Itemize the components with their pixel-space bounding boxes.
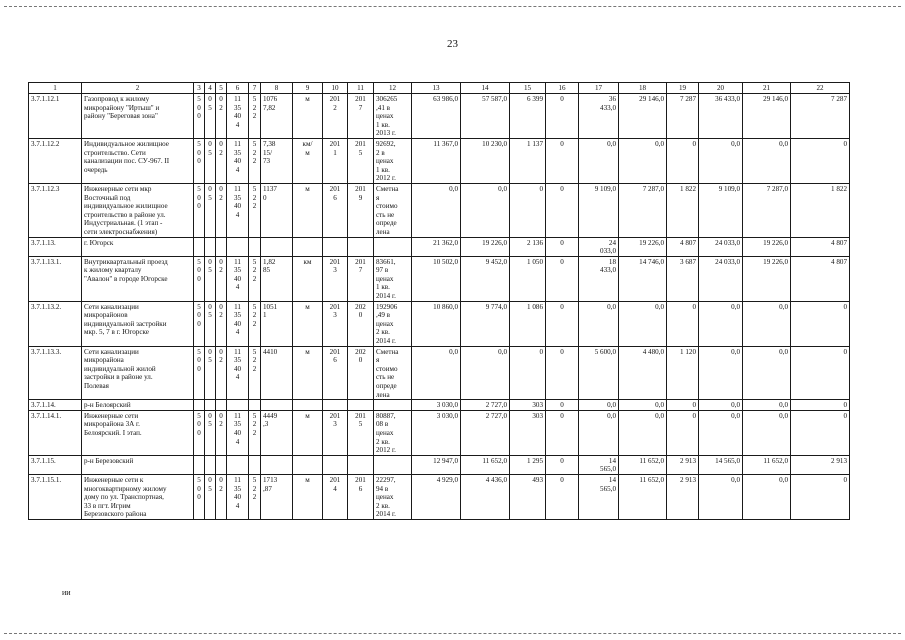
table-cell: 0,0 [619,400,667,411]
table-cell [249,455,261,474]
table-cell: 14 746,0 [619,256,667,301]
table-cell: 2 913 [667,474,699,519]
table-cell: 3 030,0 [412,410,461,455]
table-cell: 4449 ,3 [261,410,293,455]
table-cell: 7,38 15/ 73 [261,138,293,183]
page-number: 23 [447,38,458,50]
table-cell [216,237,227,256]
table-cell: 2 727,0 [461,400,510,411]
table-cell: 19 226,0 [461,237,510,256]
row-name-cell: г. Югорск [82,237,194,256]
table-cell: 29 146,0 [619,94,667,139]
table-row [29,94,850,139]
row-name-cell: Сети канализации микрорайона индивидуальной жилой застройки в районе ул. Полевая [82,346,194,400]
row-code-cell: 3.7.1.13.3. [29,346,82,400]
table-cell: 0 [791,346,850,400]
table-cell: 0 2 [216,474,227,519]
table-cell: 0 [791,400,850,411]
table-cell [293,237,323,256]
footer-mark: ии [62,588,71,597]
table-cell: м [293,183,323,237]
table-cell: 0 [546,455,579,474]
table-cell: 5 2 2 [249,410,261,455]
table-cell: 3 687 [667,256,699,301]
table-cell: 0 [510,346,546,400]
table-cell: 5 2 2 [249,301,261,346]
row-code-cell: 3.7.1.12.1 [29,94,82,139]
table-cell: 0,0 [412,183,461,237]
table-row [29,410,850,455]
table-cell: 0,0 [699,138,743,183]
table-cell: 5 2 2 [249,183,261,237]
table-cell: 19 226,0 [743,256,791,301]
table-cell: 0,0 [699,410,743,455]
table-cell: 10 502,0 [412,256,461,301]
table-cell [194,400,205,411]
table-cell: 4 807 [667,237,699,256]
table-cell: 7 287 [791,94,850,139]
table-cell: 1 137 [510,138,546,183]
table-cell: 0 2 [216,410,227,455]
table-cell [205,455,216,474]
table-cell: 4 929,0 [412,474,461,519]
table-cell: Сметна я стоимо сть не опреде лена [374,183,412,237]
table-cell: 11 652,0 [743,455,791,474]
row-code-cell: 3.7.1.12.2 [29,138,82,183]
table-cell: 0,0 [699,400,743,411]
table-cell: км [293,256,323,301]
table-cell: 1,82 85 [261,256,293,301]
table-cell: 24 033,0 [579,237,619,256]
table-cell: 0 5 [205,410,216,455]
table-cell: 0,0 [699,301,743,346]
table-cell: 0,0 [743,410,791,455]
table-cell: 10 230,0 [461,138,510,183]
table-cell: Сметна я стоимо сть не опреде лена [374,346,412,400]
table-cell: 1 822 [667,183,699,237]
table-row [29,256,850,301]
column-header: 3 [194,83,205,94]
table-cell: 5 0 0 [194,410,205,455]
table-cell: 11 35 40 4 [227,183,249,237]
table-row [29,400,850,411]
table-cell: 0 2 [216,301,227,346]
table-cell: 14 565,0 [579,455,619,474]
table-cell [227,455,249,474]
table-cell: 24 033,0 [699,256,743,301]
table-cell: 0,0 [461,183,510,237]
column-header: 8 [261,83,293,94]
table-cell: 0,0 [699,474,743,519]
table-cell: 201 7 [348,256,374,301]
table-cell: м [293,474,323,519]
table-cell: 92692, 2 в ценах 1 кв. 2012 г. [374,138,412,183]
table-cell: 0 [667,138,699,183]
table-cell: 192906 ,49 в ценах 2 кв. 2014 г. [374,301,412,346]
table-cell: 0 [546,256,579,301]
table-cell: 493 [510,474,546,519]
table-cell: 0,0 [743,474,791,519]
table-cell: 201 5 [348,138,374,183]
table-cell: 201 6 [323,346,348,400]
table-cell: 36 433,0 [579,94,619,139]
table-cell: 9 109,0 [579,183,619,237]
column-header: 18 [619,83,667,94]
column-header: 22 [791,83,850,94]
table-cell: 11 35 40 4 [227,301,249,346]
table-cell: 5 0 0 [194,138,205,183]
table-cell: 11 367,0 [412,138,461,183]
table-cell: 57 587,0 [461,94,510,139]
table-cell: 9 774,0 [461,301,510,346]
bottom-divider [4,633,901,634]
table-cell: 11 35 40 4 [227,138,249,183]
column-header: 21 [743,83,791,94]
column-header: 13 [412,83,461,94]
row-code-cell: 3.7.1.14. [29,400,82,411]
table-cell: 5 0 0 [194,94,205,139]
table-cell [216,400,227,411]
row-name-cell: Инженерные сети к многоквартирному жилому дому по ул. Транспортная, 33 в пгт. Игрим Березовского района [82,474,194,519]
column-header: 20 [699,83,743,94]
table-cell: 5 0 0 [194,346,205,400]
table-cell: 201 4 [323,474,348,519]
table-cell: 0 [546,138,579,183]
table-cell: 0 [791,301,850,346]
table-cell: 0 [546,474,579,519]
table-cell: 83661, 97 в ценах 1 кв. 2014 г. [374,256,412,301]
row-name-cell: Инженерные сети микрорайона 3А г. Белоярский. I этап. [82,410,194,455]
table-cell: м [293,94,323,139]
table-cell: 12 947,0 [412,455,461,474]
table-cell: 5 2 2 [249,256,261,301]
table-cell: 0 5 [205,94,216,139]
table-cell: 7 287 [667,94,699,139]
table-cell: 0 [791,138,850,183]
table-cell: 0,0 [579,400,619,411]
column-header: 14 [461,83,510,94]
table-cell: м [293,410,323,455]
table-cell: 0 5 [205,183,216,237]
row-code-cell: 3.7.1.12.3 [29,183,82,237]
table-cell: 0 [546,410,579,455]
table-cell: 11 35 40 4 [227,474,249,519]
table-cell: 303 [510,400,546,411]
table-cell: 201 6 [323,183,348,237]
table-row [29,237,850,256]
table-cell: 0,0 [412,346,461,400]
table-cell: 0 5 [205,346,216,400]
table-cell: 5 0 0 [194,256,205,301]
column-header: 17 [579,83,619,94]
table-cell [194,237,205,256]
column-header: 15 [510,83,546,94]
table-cell [216,455,227,474]
table-cell: 0,0 [579,138,619,183]
table-cell: 5 2 2 [249,474,261,519]
table-cell: 2 136 [510,237,546,256]
table-cell: 4 436,0 [461,474,510,519]
row-name-cell: Газопровод к жилому микрорайону "Иртыш" и району "Береговая зона" [82,94,194,139]
table-cell: 22297, 94 в ценах 2 кв. 2014 г. [374,474,412,519]
table-cell: 5 2 2 [249,138,261,183]
row-code-cell: 3.7.1.13. [29,237,82,256]
table-cell [194,455,205,474]
table-cell: 14 565,0 [579,474,619,519]
table-cell: 36 433,0 [699,94,743,139]
table-cell: 4 807 [791,237,850,256]
table-cell: 201 3 [323,256,348,301]
table-cell [261,455,293,474]
table-cell [374,455,412,474]
table-cell: 0 [546,346,579,400]
table-cell: 5 2 2 [249,94,261,139]
table-cell: 303 [510,410,546,455]
table-cell: 4410 [261,346,293,400]
table-cell: 0,0 [619,410,667,455]
table-cell: 19 226,0 [743,237,791,256]
table-row [29,138,850,183]
column-header: 10 [323,83,348,94]
row-name-cell: Сети канализации микрорайонов индивидуальной застройки мкр. 5, 7 в г. Югорске [82,301,194,346]
table-cell: 7 287,0 [743,183,791,237]
table-cell: 201 7 [348,94,374,139]
table-cell: 0 [510,183,546,237]
table-cell: 1076 7,82 [261,94,293,139]
table-cell: 0 [546,237,579,256]
table-cell: 201 3 [323,410,348,455]
table-cell: 0 [546,94,579,139]
table-cell: 0,0 [743,400,791,411]
table-row [29,183,850,237]
table-cell: 5 0 0 [194,474,205,519]
table-cell: 0 5 [205,301,216,346]
row-name-cell: р-н Белоярский [82,400,194,411]
table-cell: 0 2 [216,138,227,183]
table-cell [348,400,374,411]
table-cell [261,400,293,411]
table-cell: 18 433,0 [579,256,619,301]
table-cell [293,400,323,411]
table-cell: 0,0 [619,138,667,183]
table-cell [205,237,216,256]
table-cell: 9 109,0 [699,183,743,237]
table-cell: 1 822 [791,183,850,237]
column-header: 7 [249,83,261,94]
row-name-cell: Индивидуальное жилищное строительство. Сети канализации пос. СУ-967. II очередь [82,138,194,183]
table-cell: 201 9 [348,183,374,237]
column-header: 2 [82,83,194,94]
table-cell: 4 480,0 [619,346,667,400]
table-cell: 5 0 0 [194,301,205,346]
table-cell: 0 [546,183,579,237]
table-cell: 6 399 [510,94,546,139]
table-cell: 11 652,0 [619,474,667,519]
header-row [29,83,850,94]
table-cell: 11 35 40 4 [227,410,249,455]
table-cell [323,455,348,474]
table-cell: 0 5 [205,138,216,183]
row-code-cell: 3.7.1.15. [29,455,82,474]
table-cell: 1 086 [510,301,546,346]
table-cell: 24 033,0 [699,237,743,256]
table-cell: 0,0 [619,301,667,346]
table-cell: 0,0 [743,138,791,183]
table-cell: 5 0 0 [194,183,205,237]
table-cell: 7 287,0 [619,183,667,237]
table-cell: 63 986,0 [412,94,461,139]
table-cell [205,400,216,411]
table-cell [323,237,348,256]
table-cell: м [293,301,323,346]
table-cell [249,400,261,411]
table-cell: 0 [667,400,699,411]
table-cell: м [293,346,323,400]
table-row [29,301,850,346]
column-header: 4 [205,83,216,94]
table-cell: 0,0 [579,410,619,455]
table-cell: 0 2 [216,183,227,237]
row-code-cell: 3.7.1.15.1. [29,474,82,519]
table-cell [249,237,261,256]
table-cell: 0 [546,301,579,346]
table-cell: 14 565,0 [699,455,743,474]
table-cell: 1 295 [510,455,546,474]
table-cell: 306265 ,41 в ценах 1 кв. 2013 г. [374,94,412,139]
table-cell: 201 2 [323,94,348,139]
table-cell [348,237,374,256]
column-header: 5 [216,83,227,94]
table-cell: 1137 0 [261,183,293,237]
row-code-cell: 3.7.1.13.2. [29,301,82,346]
table-cell: 2 913 [791,455,850,474]
top-divider [4,6,901,7]
column-header: 6 [227,83,249,94]
investment-table [28,82,850,520]
table-cell [323,400,348,411]
table-cell [374,400,412,411]
table-cell: 0,0 [743,346,791,400]
column-header: 19 [667,83,699,94]
table-cell: 21 362,0 [412,237,461,256]
table-cell: 0 [546,400,579,411]
table-cell: 19 226,0 [619,237,667,256]
row-code-cell: 3.7.1.14.1. [29,410,82,455]
table-cell: 201 1 [323,138,348,183]
column-header: 16 [546,83,579,94]
table-cell: 0,0 [579,301,619,346]
table-cell: 3 030,0 [412,400,461,411]
table-cell: 9 452,0 [461,256,510,301]
row-code-cell: 3.7.1.13.1. [29,256,82,301]
table-cell: 201 3 [323,301,348,346]
table-cell: 0,0 [699,346,743,400]
table-cell: 0 5 [205,256,216,301]
table-cell [227,400,249,411]
table-cell: 1051 1 [261,301,293,346]
table-cell: 0 [667,301,699,346]
table-cell: 11 652,0 [461,455,510,474]
table-cell [261,237,293,256]
table-cell: 80887, 08 в ценах 2 кв. 2012 г. [374,410,412,455]
table-cell: 0 [791,410,850,455]
row-name-cell: Инженерные сети мкр Восточный под индивидуальное жилищное строительство в районе ул. Индустриальная. (1 этап - сети электроснабжения) [82,183,194,237]
table-cell: 0 [791,474,850,519]
row-name-cell: р-н Березовский [82,455,194,474]
table-cell [293,455,323,474]
table-cell: 201 6 [348,474,374,519]
table-cell: 29 146,0 [743,94,791,139]
table-cell [227,237,249,256]
table-cell: 0 2 [216,256,227,301]
table-cell: 1713 ,87 [261,474,293,519]
table-cell: 2 727,0 [461,410,510,455]
table-cell: 0,0 [461,346,510,400]
table-cell: 11 35 40 4 [227,346,249,400]
column-header: 1 [29,83,82,94]
table-row [29,455,850,474]
table-cell: 0,0 [743,301,791,346]
column-header: 11 [348,83,374,94]
table-cell: 0 5 [205,474,216,519]
table-cell [374,237,412,256]
column-header: 12 [374,83,412,94]
table-row [29,474,850,519]
table-cell: 11 35 40 4 [227,256,249,301]
table-cell: 5 2 2 [249,346,261,400]
table-cell: 0 2 [216,346,227,400]
row-name-cell: Внутриквартальный проезд к жилому кварталу "Авалон" в городе Югорске [82,256,194,301]
table-cell: 1 050 [510,256,546,301]
table-cell [348,455,374,474]
table-cell: 1 120 [667,346,699,400]
column-header: 9 [293,83,323,94]
table-cell: 202 0 [348,346,374,400]
table-cell: 4 807 [791,256,850,301]
table-cell: 10 860,0 [412,301,461,346]
table-cell: 5 600,0 [579,346,619,400]
table-cell: 202 0 [348,301,374,346]
table-row [29,346,850,400]
table-cell: 11 652,0 [619,455,667,474]
table-cell: 201 5 [348,410,374,455]
table-cell: 0 2 [216,94,227,139]
table-cell: 2 913 [667,455,699,474]
table-cell: км/ м [293,138,323,183]
table-cell: 11 35 40 4 [227,94,249,139]
table-cell: 0 [667,410,699,455]
